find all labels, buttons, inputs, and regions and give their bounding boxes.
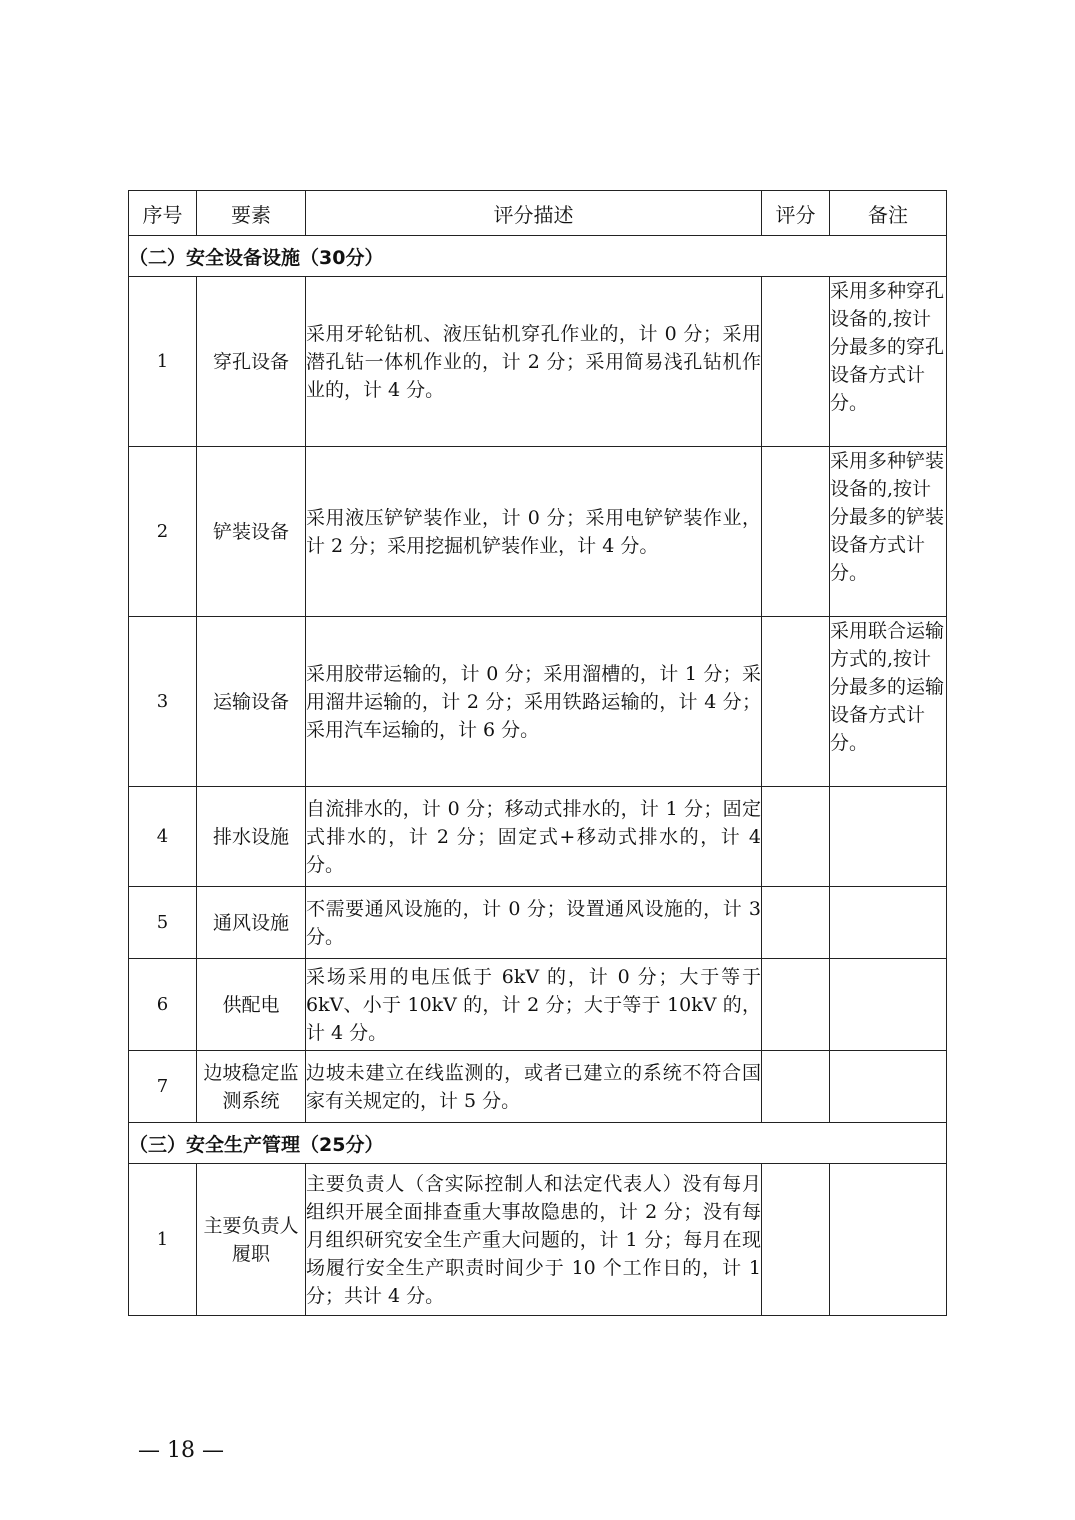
header-element: 要素 bbox=[197, 191, 306, 236]
table-row bbox=[129, 787, 947, 887]
table-row bbox=[129, 277, 947, 447]
row-score bbox=[762, 1051, 830, 1123]
row-description: 采场采用的电压低于 6kV 的，计 0 分；大于等于 6kV、小于 10kV 的，计 2 分；大于等于 10kV 的，计 4 分。 bbox=[306, 959, 762, 1051]
row-element: 排水设施 bbox=[197, 787, 306, 887]
row-element: 通风设施 bbox=[197, 887, 306, 959]
scoring-table bbox=[128, 190, 947, 1316]
row-remark bbox=[830, 959, 947, 1051]
row-description: 边坡未建立在线监测的，或者已建立的系统不符合国家有关规定的，计 5 分。 bbox=[306, 1051, 762, 1123]
row-description: 主要负责人（含实际控制人和法定代表人）没有每月组织开展全面排查重大事故隐患的，计 2 分；没有每月组织研究安全生产重大问题的，计 1 分；每月在现场履行安全生产职责时间少于 10 个工作日的，计 1 分；共计 4 分。 bbox=[306, 1164, 762, 1316]
row-element: 运输设备 bbox=[197, 617, 306, 787]
table-row bbox=[129, 1164, 947, 1316]
table-row bbox=[129, 447, 947, 617]
section-title: （三）安全生产管理（25分） bbox=[129, 1123, 947, 1164]
row-no: 5 bbox=[129, 887, 197, 959]
row-no: 6 bbox=[129, 959, 197, 1051]
row-element: 边坡稳定监测系统 bbox=[197, 1051, 306, 1123]
header-row bbox=[129, 191, 947, 236]
row-remark bbox=[830, 1051, 947, 1123]
header-description: 评分描述 bbox=[306, 191, 762, 236]
row-description: 自流排水的，计 0 分；移动式排水的，计 1 分；固定式排水的，计 2 分；固定式+移动式排水的，计 4 分。 bbox=[306, 787, 762, 887]
row-remark bbox=[830, 887, 947, 959]
table-row bbox=[129, 617, 947, 787]
row-no: 1 bbox=[129, 277, 197, 447]
row-score bbox=[762, 617, 830, 787]
row-score bbox=[762, 787, 830, 887]
row-no: 1 bbox=[129, 1164, 197, 1316]
row-no: 2 bbox=[129, 447, 197, 617]
header-remark: 备注 bbox=[830, 191, 947, 236]
header-no: 序号 bbox=[129, 191, 197, 236]
row-score bbox=[762, 887, 830, 959]
row-score bbox=[762, 959, 830, 1051]
header-score: 评分 bbox=[762, 191, 830, 236]
table-row bbox=[129, 887, 947, 959]
table-row bbox=[129, 1051, 947, 1123]
row-description: 不需要通风设施的，计 0 分；设置通风设施的，计 3 分。 bbox=[306, 887, 762, 959]
row-no: 3 bbox=[129, 617, 197, 787]
row-remark: 采用多种铲装设备的,按计分最多的铲装设备方式计分。 bbox=[830, 447, 947, 617]
row-element: 铲装设备 bbox=[197, 447, 306, 617]
table-row bbox=[129, 959, 947, 1051]
row-description: 采用胶带运输的，计 0 分；采用溜槽的，计 1 分；采用溜井运输的，计 2 分；采用铁路运输的，计 4 分；采用汽车运输的，计 6 分。 bbox=[306, 617, 762, 787]
section-row bbox=[129, 1123, 947, 1164]
row-description: 采用液压铲铲装作业，计 0 分；采用电铲铲装作业，计 2 分；采用挖掘机铲装作业，计 4 分。 bbox=[306, 447, 762, 617]
section-row bbox=[129, 236, 947, 277]
row-remark: 采用多种穿孔设备的,按计分最多的穿孔设备方式计分。 bbox=[830, 277, 947, 447]
row-remark bbox=[830, 787, 947, 887]
row-element: 供配电 bbox=[197, 959, 306, 1051]
row-score bbox=[762, 447, 830, 617]
row-element: 主要负责人履职 bbox=[197, 1164, 306, 1316]
row-remark bbox=[830, 1164, 947, 1316]
row-description: 采用牙轮钻机、液压钻机穿孔作业的，计 0 分；采用潜孔钻一体机作业的，计 2 分；采用简易浅孔钻机作业的，计 4 分。 bbox=[306, 277, 762, 447]
section-title: （二）安全设备设施（30分） bbox=[129, 236, 947, 277]
row-element: 穿孔设备 bbox=[197, 277, 306, 447]
row-score bbox=[762, 1164, 830, 1316]
page-number: — 18 — bbox=[138, 1438, 224, 1463]
row-no: 4 bbox=[129, 787, 197, 887]
row-score bbox=[762, 277, 830, 447]
row-no: 7 bbox=[129, 1051, 197, 1123]
row-remark: 采用联合运输方式的,按计分最多的运输设备方式计分。 bbox=[830, 617, 947, 787]
